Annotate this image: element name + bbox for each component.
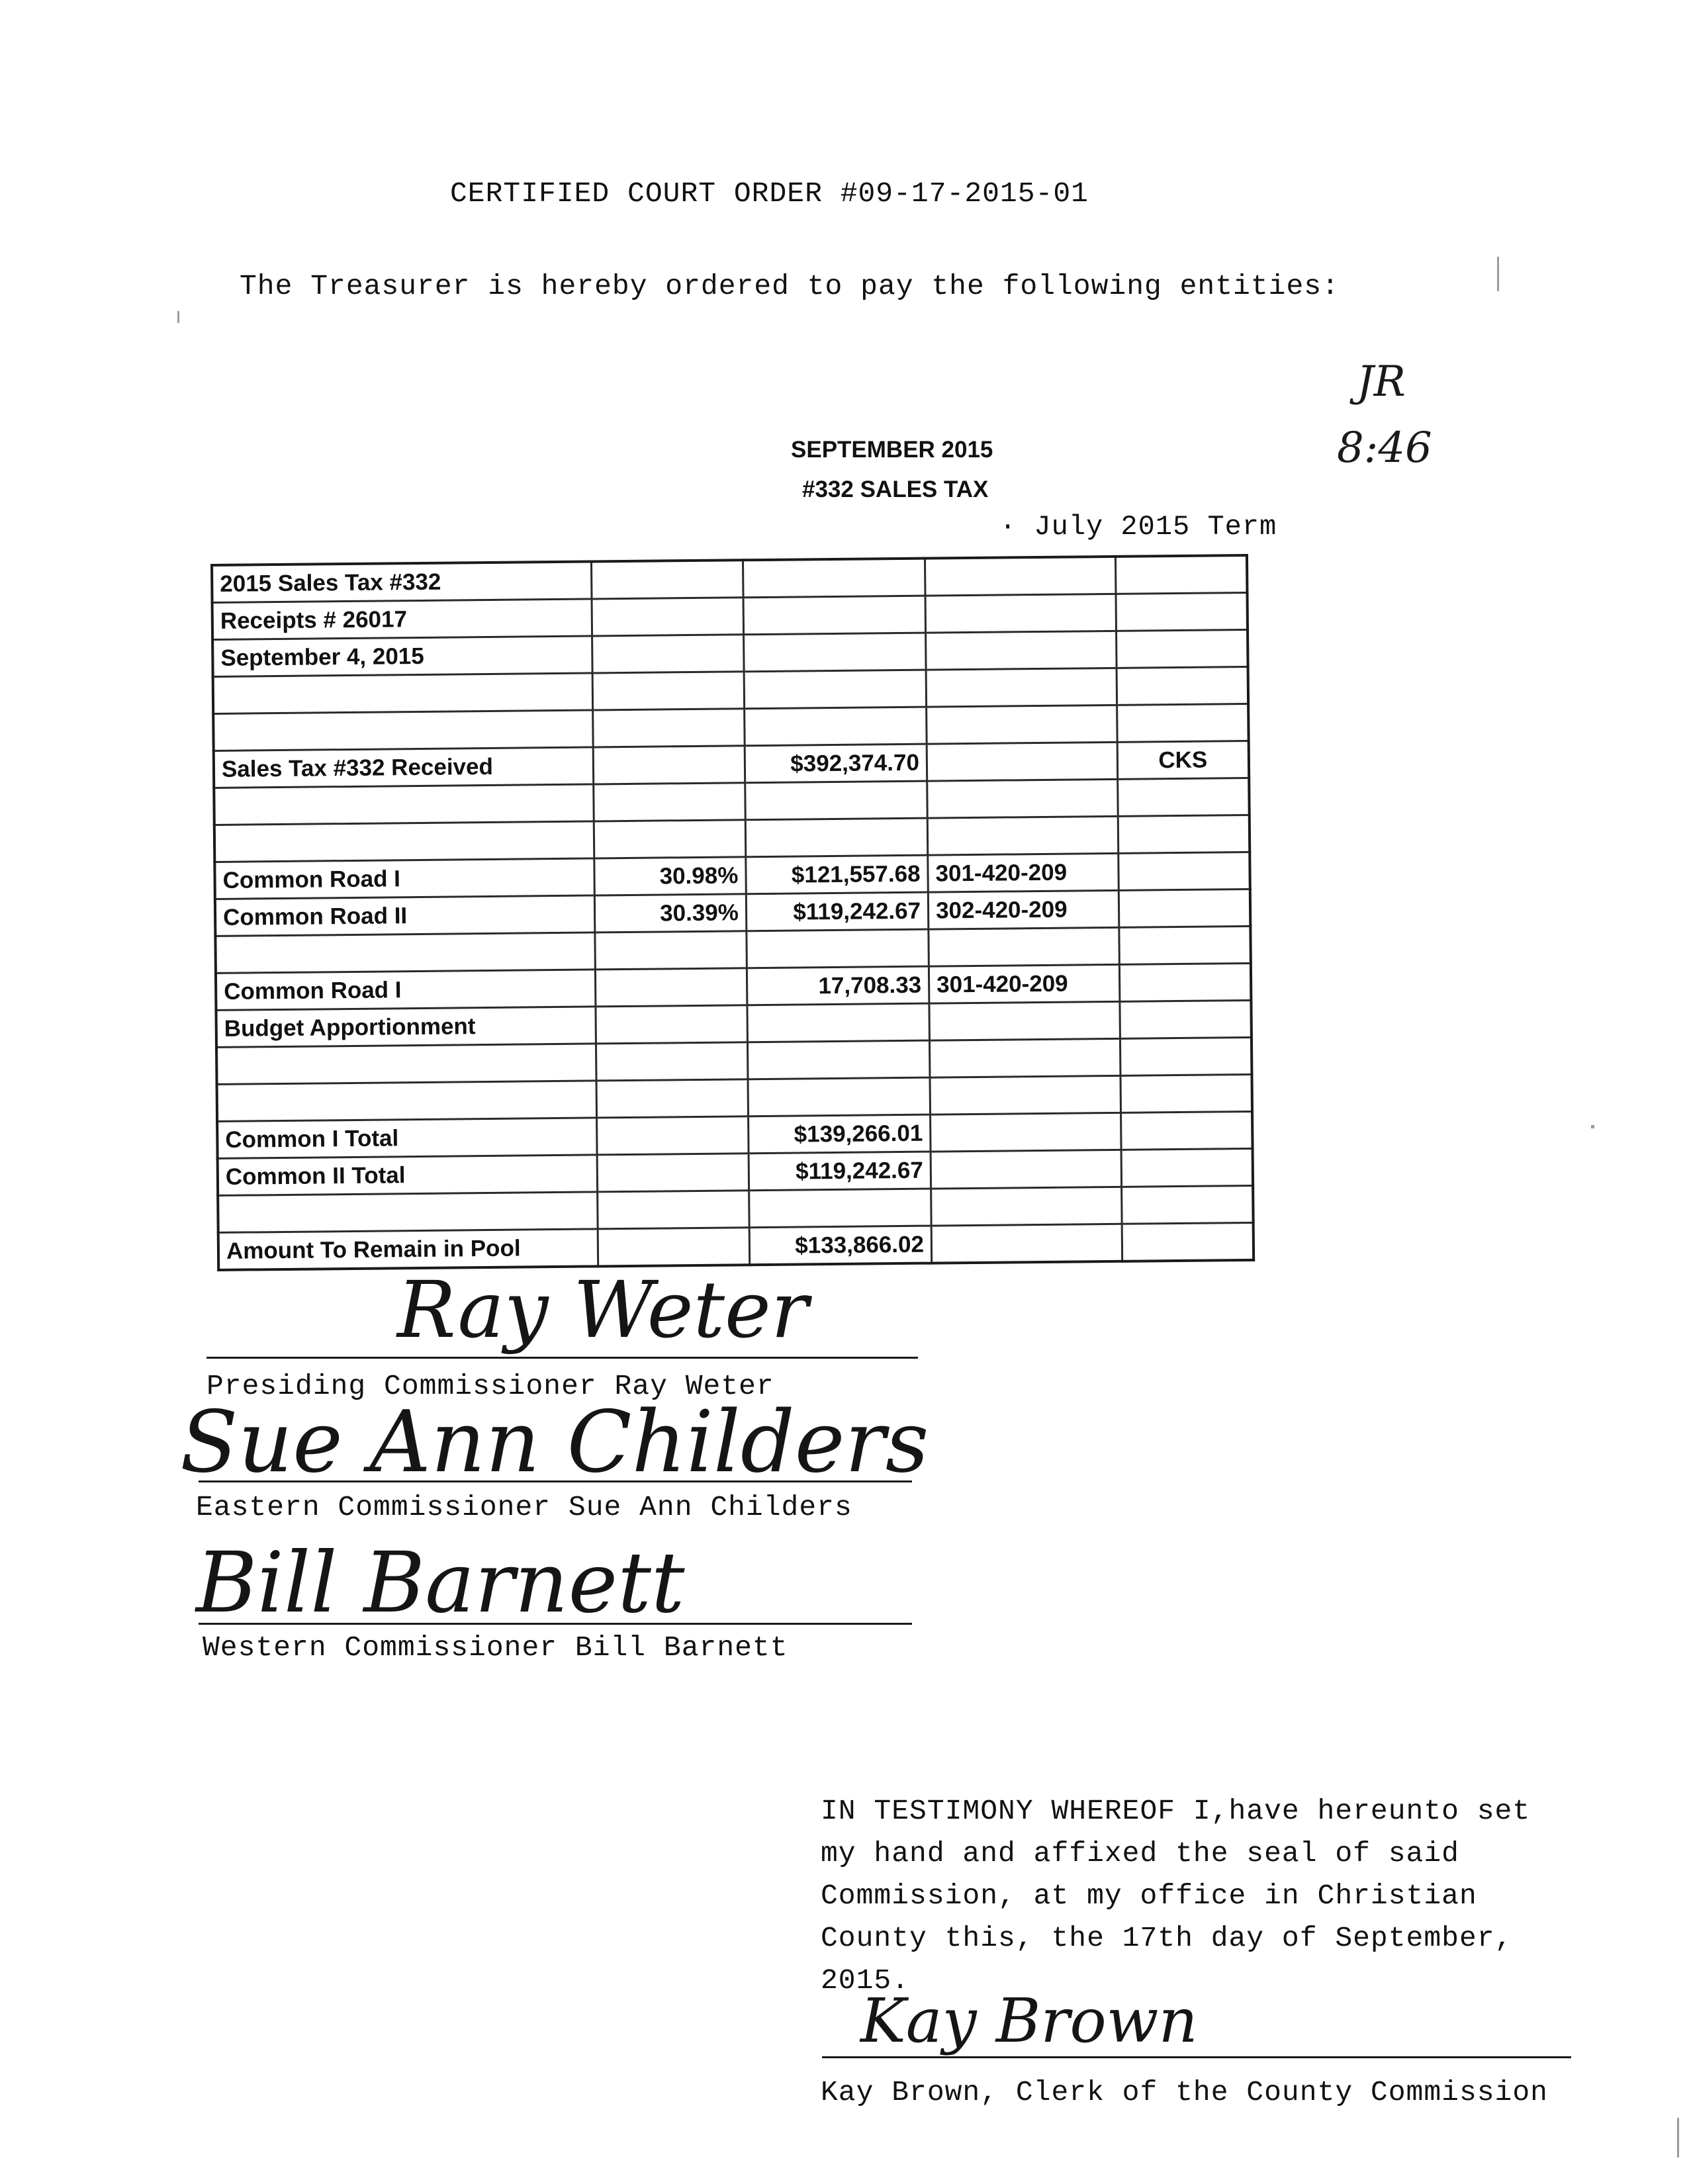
- sales-tax-ledger-table: [210, 554, 1255, 1271]
- ledger-cell: Common I Total: [217, 1118, 597, 1159]
- ledger-cell: September 4, 2015: [212, 636, 592, 677]
- ledger-cell: Common Road I: [216, 970, 596, 1011]
- testimony-line: 2015.: [821, 1964, 910, 1997]
- clerk-caption: Kay Brown, Clerk of the County Commission: [821, 2076, 1548, 2109]
- ledger-cell: [925, 594, 1116, 633]
- ledger-cell: [1120, 1037, 1252, 1075]
- ledger-cell: [592, 635, 744, 673]
- ledger-body: [212, 555, 1254, 1270]
- ledger-cell: [1117, 666, 1248, 705]
- ledger-cell: $133,866.02: [749, 1226, 932, 1265]
- ledger-cell: [929, 1001, 1120, 1040]
- ledger-cell: [591, 560, 743, 599]
- ledger-cell: [931, 1150, 1121, 1189]
- ledger-cell: [594, 820, 745, 858]
- ledger-cell: 301-420-209: [928, 853, 1118, 892]
- ledger-cell: [931, 1224, 1122, 1263]
- signature-bill-barnett: Bill Barnett: [196, 1534, 685, 1631]
- ledger-cell: [927, 816, 1118, 855]
- ledger-cell: 301-420-209: [929, 964, 1119, 1003]
- ledger-cell: 30.39%: [594, 894, 746, 933]
- ledger-cell: [217, 1081, 597, 1122]
- signature-line: [206, 1357, 918, 1359]
- ledger-cell: [1120, 1074, 1252, 1113]
- ledger-cell: [1119, 963, 1251, 1001]
- signature-caption: Western Commissioner Bill Barnett: [203, 1631, 788, 1664]
- ledger-cell: $119,242.67: [749, 1152, 931, 1191]
- ledger-cell: [744, 707, 927, 746]
- ledger-cell: Common Road II: [215, 895, 595, 936]
- ledger-cell: [1116, 592, 1248, 631]
- scan-mark: [177, 311, 179, 323]
- order-title: CERTIFIED COURT ORDER #09-17-2015-01: [450, 177, 1089, 210]
- ledger-cell: [593, 746, 745, 784]
- ledger-cell: [743, 596, 926, 635]
- ledger-cell: CKS: [1117, 741, 1249, 779]
- signature-line: [199, 1480, 912, 1482]
- scan-mark: [1677, 2118, 1679, 2158]
- ledger-cell: [927, 705, 1117, 744]
- ledger-cell: $119,242.67: [746, 892, 929, 931]
- signature-ray-weter: Ray Weter: [397, 1264, 809, 1355]
- ledger-cell: 2015 Sales Tax #332: [212, 561, 592, 602]
- ledger-cell: [1118, 815, 1250, 853]
- ledger-cell: [216, 1044, 596, 1085]
- signature-line: [822, 2056, 1571, 2058]
- testimony-paragraph: [821, 1790, 1615, 2002]
- ledger-cell: [594, 783, 745, 821]
- ledger-cell: [1118, 852, 1250, 890]
- ledger-cell: [598, 1228, 749, 1267]
- ledger-cell: Common II Total: [218, 1155, 598, 1196]
- ledger-cell: Budget Apportionment: [216, 1007, 596, 1048]
- ledger-cell: [214, 784, 594, 825]
- ledger-cell: [747, 929, 929, 968]
- ledger-cell: [1121, 1185, 1253, 1224]
- ledger-cell: [745, 781, 927, 820]
- report-term: · July 2015 Term: [999, 511, 1277, 543]
- ledger-cell: [592, 672, 744, 710]
- ledger-cell: [214, 821, 594, 862]
- ledger-cell: [748, 1077, 931, 1116]
- ledger-cell: [927, 742, 1117, 781]
- ledger-cell: $121,557.68: [746, 855, 929, 894]
- ledger-cell: [929, 927, 1119, 966]
- ledger-cell: [931, 1113, 1121, 1152]
- ledger-cell: [926, 668, 1117, 707]
- signature-caption: Presiding Commissioner Ray Weter: [206, 1370, 774, 1402]
- ledger-cell: [215, 933, 595, 974]
- ledger-cell: Amount To Remain in Pool: [218, 1229, 598, 1270]
- testimony-line: IN TESTIMONY WHEREOF I,have hereunto set: [821, 1795, 1531, 1827]
- ledger-cell: [743, 633, 926, 672]
- ledger-cell: [1116, 629, 1248, 668]
- scan-mark: [1497, 257, 1499, 291]
- signature-sue-ann-childers: Sue Ann Childers: [180, 1393, 929, 1492]
- ledger-cell: [596, 1079, 748, 1118]
- ledger-cell: [926, 631, 1117, 670]
- ledger-cell: [597, 1116, 749, 1155]
- ledger-cell: 30.98%: [594, 857, 746, 895]
- ledger-cell: [744, 670, 927, 709]
- testimony-line: Commission, at my office in Christian: [821, 1880, 1477, 1912]
- ledger-cell: [927, 779, 1118, 818]
- ledger-cell: Sales Tax #332 Received: [214, 747, 594, 788]
- ledger-cell: [1120, 1000, 1252, 1038]
- ledger-cell: [930, 1075, 1120, 1115]
- ledger-cell: [598, 1191, 749, 1229]
- ledger-cell: 17,708.33: [747, 966, 929, 1005]
- scan-mark: [1591, 1125, 1594, 1128]
- ledger-cell: $392,374.70: [745, 744, 927, 783]
- ledger-cell: [592, 598, 743, 636]
- signature-caption: Eastern Commissioner Sue Ann Childers: [196, 1491, 852, 1524]
- ledger-cell: [213, 710, 593, 751]
- report-month: SEPTEMBER 2015: [791, 437, 993, 463]
- margin-note-initials: JR: [1357, 357, 1406, 406]
- ledger-cell: [1120, 1111, 1252, 1150]
- ledger-cell: [1115, 555, 1247, 594]
- ledger-cell: [218, 1192, 598, 1233]
- ledger-cell: [1119, 926, 1251, 964]
- ledger-cell: [596, 1005, 747, 1044]
- ledger-cell: [747, 1003, 930, 1042]
- ledger-cell: [597, 1154, 749, 1192]
- ledger-cell: [931, 1187, 1122, 1226]
- margin-note-time: 8:46: [1337, 424, 1432, 473]
- ledger-cell: [595, 968, 747, 1007]
- ledger-cell: [213, 673, 593, 714]
- order-intro: The Treasurer is hereby ordered to pay the following entities:: [240, 270, 1340, 302]
- ledger-cell: [743, 559, 925, 598]
- signature-kay-brown: Kay Brown: [860, 1985, 1198, 2056]
- ledger-cell: $139,266.01: [748, 1115, 931, 1154]
- ledger-cell: [929, 1038, 1120, 1077]
- ledger-cell: [1121, 1148, 1253, 1187]
- ledger-cell: [745, 818, 928, 857]
- ledger-cell: Receipts # 26017: [212, 599, 592, 640]
- testimony-line: my hand and affixed the seal of said: [821, 1837, 1459, 1870]
- ledger-cell: [593, 709, 745, 747]
- ledger-cell: [747, 1040, 930, 1079]
- ledger-cell: 302-420-209: [928, 890, 1118, 929]
- ledger-cell: [749, 1189, 931, 1228]
- signature-line: [199, 1623, 912, 1625]
- report-tax: #332 SALES TAX: [802, 477, 989, 502]
- ledger-cell: [596, 1042, 747, 1081]
- ledger-cell: [1118, 778, 1250, 816]
- ledger-cell: [595, 931, 747, 970]
- ledger-cell: [925, 557, 1115, 596]
- ledger-cell: [1118, 889, 1250, 927]
- ledger-cell: Common Road I: [214, 858, 594, 899]
- ledger-cell: [1122, 1222, 1254, 1261]
- ledger-cell: [1117, 704, 1248, 742]
- testimony-line: County this, the 17th day of September,: [821, 1922, 1513, 1954]
